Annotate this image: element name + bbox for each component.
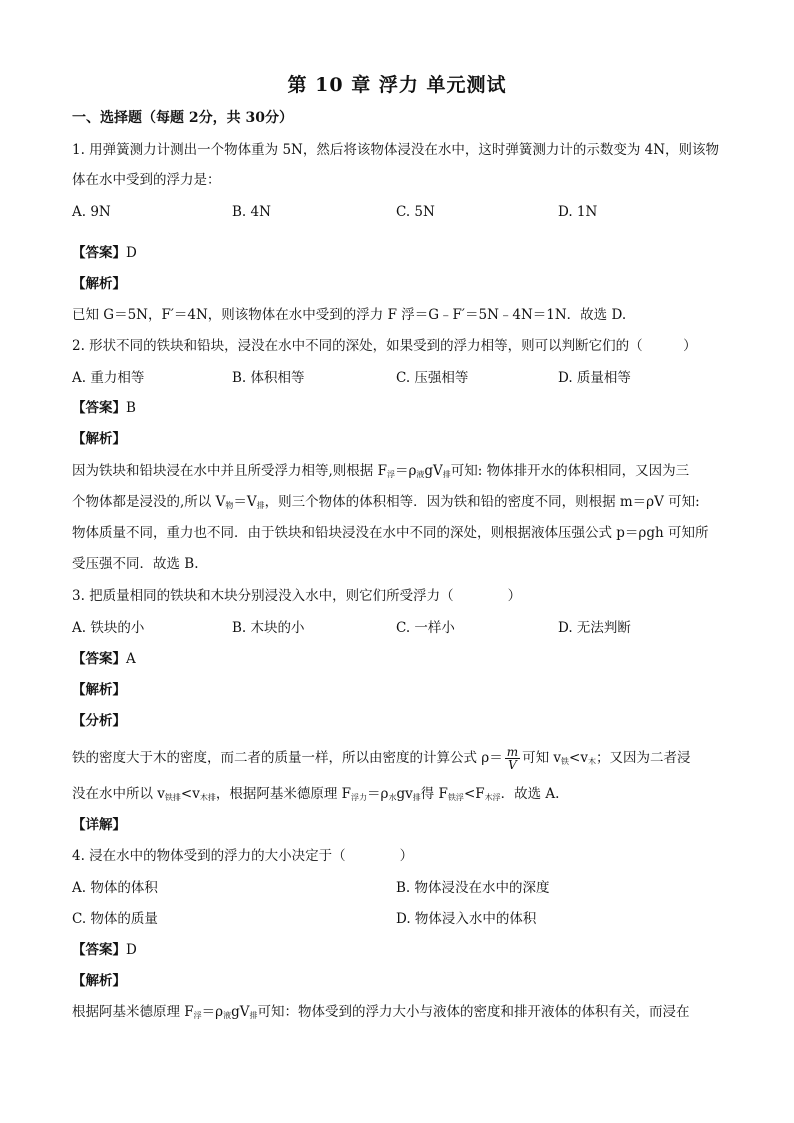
q2-answer	[72, 398, 732, 418]
section-header: 一、选择题（每题 2分，共 30分）	[72, 110, 293, 126]
q1-option-b: B. 4N	[232, 204, 271, 220]
q2-option-a: A. 重力相等	[72, 370, 145, 386]
q2-exp-line4: 受压强不同．故选 B.	[72, 556, 199, 572]
q1-stem-line2: 体在水中受到的浮力是：	[72, 172, 221, 188]
answer-label: 【答案】	[72, 400, 126, 416]
q4-analysis-label: 【解析】	[72, 973, 126, 989]
q4-exp-line1: 根据阿基米德原理 $F_浮=\rho_液gV_排$可知：物体受到的浮力大小与液体的密度和排开液体的体积有关，而浸在	[72, 1004, 690, 1020]
q1-option-c: C. 5N	[396, 204, 435, 220]
q1-analysis-label: 【解析】	[72, 276, 126, 292]
q3-option-b: B. 木块的小	[232, 620, 305, 636]
q2-option-c: C. 压强相等	[396, 370, 469, 386]
q3-option-a: A. 铁块的小	[72, 620, 145, 636]
q4-option-b: B. 物体浸没在水中的深度	[396, 880, 550, 896]
q3-analysis-label: 【解析】	[72, 682, 126, 698]
q4-answer	[72, 940, 732, 960]
answer-label: 【答案】	[72, 245, 126, 261]
q4-stem: 4. 浸在水中的物体受到的浮力的大小决定于（ ）	[72, 848, 414, 864]
q1-option-d: D. 1N	[558, 204, 598, 220]
q3-answer	[72, 649, 732, 669]
q2-answer-value: B	[126, 400, 136, 416]
q3-detail-label: 【详解】	[72, 817, 126, 833]
answer-label: 【答案】	[72, 942, 126, 958]
q2-option-d: D. 质量相等	[558, 370, 631, 386]
q2-exp-line1: 因为铁块和铅块浸在水中并且所受浮力相等,则根据 $F_浮=\rho_液gV_排$可知: 物体排开水的体积相同，又因为三	[72, 463, 690, 479]
q3-exp-line1: 铁的密度大于木的密度，而二者的质量一样，所以由密度的计算公式 ρ＝ $\frac{m}{V}$ 可知 $v_铁<v_木$；又因为二者浸	[72, 745, 691, 772]
q4-answer-value: D	[126, 942, 137, 958]
q2-exp-line3: 物体质量不同，重力也不同．由于铁块和铅块浸没在水中不同的深处，则根据液体压强公式 p＝ρgh 可知所	[72, 525, 709, 541]
q3-stem: 3. 把质量相同的铁块和木块分别浸没入水中，则它们所受浮力（ ）	[72, 588, 522, 604]
q2-analysis-label: 【解析】	[72, 431, 126, 447]
q2-exp-line2: 个物体都是浸没的,所以 $V_物=V_排$，则三个物体的体积相等．因为铁和铅的密度不同，则根据 m＝ρV 可知:	[72, 494, 700, 510]
density-fraction: $\frac{m}{V}$	[506, 745, 519, 772]
q4-option-d: D. 物体浸入水中的体积	[396, 911, 537, 927]
q1-explanation: 已知 G＝5N，F′＝4N，则该物体在水中受到的浮力 F 浮＝G﹣F′＝5N﹣4N＝1N．故选 D.	[72, 307, 627, 323]
q3-exp-line2: 没在水中所以 $v_{铁排}<v_{木排}$，根据阿基米德原理 $F_{浮力}=\rho_水gv_排$得 $F_{铁浮}<F_{木浮}$．故选 A.	[72, 786, 560, 802]
q4-option-a: A. 物体的体积	[72, 880, 158, 896]
answer-label: 【答案】	[72, 651, 126, 667]
q4-option-c: C. 物体的质量	[72, 911, 158, 927]
page-title: 第 10 章 浮力 单元测试	[287, 74, 507, 96]
q1-stem-line1: 1. 用弹簧测力计测出一个物体重为 5N，然后将该物体浸没在水中，这时弹簧测力计的示数变为 4N，则该物	[72, 142, 720, 158]
q3-fenxi-label: 【分析】	[72, 713, 126, 729]
q2-stem: 2. 形状不同的铁块和铅块，浸没在水中不同的深处，如果受到的浮力相等，则可以判断它们的（ ）	[72, 338, 697, 354]
q1-option-a: A. 9N	[72, 204, 111, 220]
q3-option-d: D. 无法判断	[558, 620, 631, 636]
q3-answer-value: A	[126, 651, 136, 667]
q1-answer	[72, 243, 732, 263]
q2-option-b: B. 体积相等	[232, 370, 305, 386]
q3-option-c: C. 一样小	[396, 620, 455, 636]
q1-answer-value: D	[126, 245, 137, 261]
